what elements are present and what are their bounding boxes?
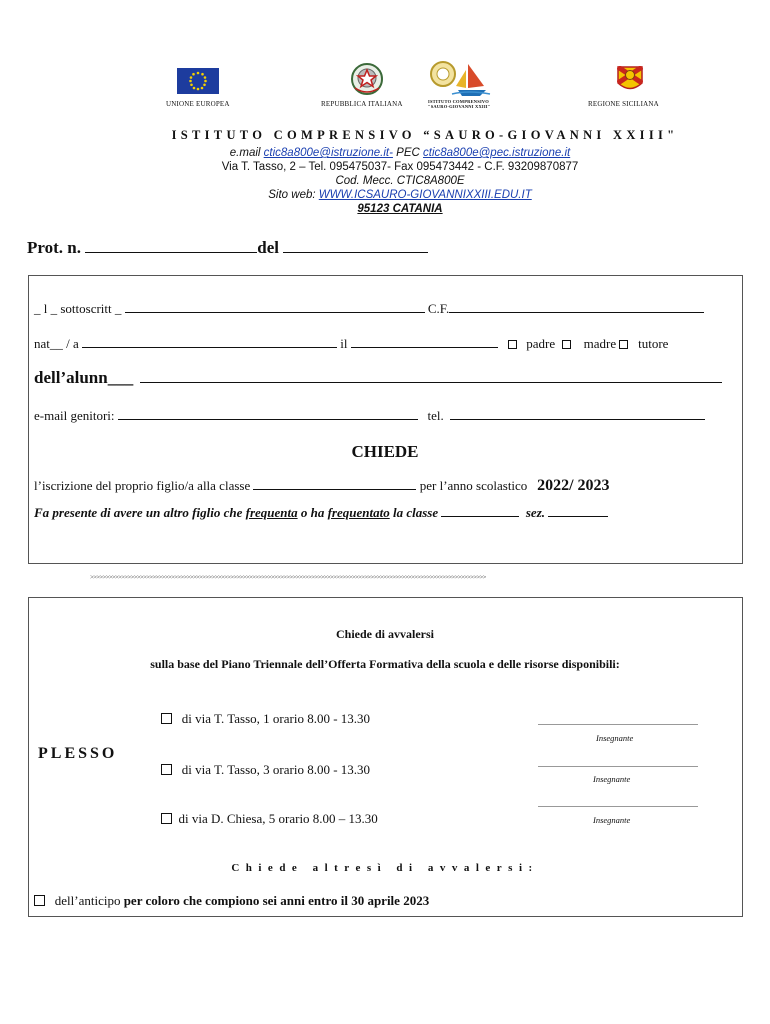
row-fratello (34, 505, 608, 521)
anticipo-condition: per coloro che compiono sei anni entro il 30 aprile 2023 (123, 893, 430, 908)
insegnante-label-3: Insegnante (593, 815, 631, 825)
class-field[interactable] (253, 478, 416, 490)
fa-presente-label: Fa presente di avere un altro figlio che (34, 505, 246, 520)
row-alunno (34, 368, 722, 388)
plesso-option-3[interactable] (161, 811, 378, 827)
insegnante-label-2: Insegnante (593, 774, 631, 784)
pec-prefix: PEC (392, 147, 423, 159)
il-label: il (340, 336, 348, 351)
plesso-3-label: di via D. Chiesa, 5 orario 8.00 – 13.30 (178, 811, 378, 826)
school-logo-caption: ISTITUTO COMPRENSIVO "SAURO-GIOVANNI XXIII" (428, 99, 491, 109)
italy-caption: REPUBBLICA ITALIANA (321, 100, 403, 108)
student-name-field[interactable] (140, 371, 722, 383)
del-label: del (257, 238, 279, 257)
alunno-label: dell’alunn___ (34, 368, 134, 387)
plesso-option-2[interactable] (161, 762, 370, 778)
iscrizione-label: l’iscrizione del proprio figlio/a alla classe (34, 478, 251, 493)
la-classe-label: la classe (389, 505, 439, 520)
frequentato-label: frequentato (327, 505, 390, 520)
sottoscritto-label: _ l _ sottoscritt _ (34, 301, 122, 316)
row-nascita (34, 336, 668, 352)
anticipo-option[interactable] (34, 893, 429, 909)
pec-link[interactable]: ctic8a800e@pec.istruzione.it (423, 147, 571, 159)
chiede-avvalersi-heading: Chiede di avvalersi (336, 627, 434, 641)
plesso-2-label: di via T. Tasso, 3 orario 8.00 - 13.30 (181, 762, 371, 777)
italian-emblem-logo (350, 62, 384, 96)
cf-field[interactable] (449, 301, 704, 313)
sibling-class-field[interactable] (441, 505, 519, 517)
tel-label: tel. (427, 408, 444, 423)
prot-label: Prot. n. (27, 238, 81, 257)
mecc-line: Cod. Mecc. CTIC8A800E (335, 175, 465, 187)
sicily-logo (617, 66, 643, 93)
parent-email-field[interactable] (118, 408, 418, 420)
school-year: 2022/ 2023 (537, 477, 610, 494)
email-prefix: e.mail (229, 147, 264, 159)
insegnante-label-1: Insegnante (596, 733, 634, 743)
separator: >>>>>>>>>>>>>>>>>>>>>>>>>>>>>>>>>>>>>>>>>>>>>>>>>>>>>>>>>>>>>>>>>>>>>>>>>>>>>>>>>>>>>>>>>>>>>>>>>>>>>>>>>>>>>>>>>>>>>>>>>>>>>>> (90, 574, 486, 581)
anticipo-label: dell’anticipo (54, 893, 124, 908)
tutore-checkbox[interactable] (619, 340, 628, 349)
city-line: 95123 CATANIA (357, 203, 443, 215)
padre-label: padre (526, 336, 556, 351)
website-link[interactable]: WWW.ICSAURO-GIOVANNIXXIII.EDU.IT (318, 189, 532, 201)
eu-flag-logo (177, 68, 219, 94)
contact-line (15, 146, 770, 161)
prot-date-field[interactable] (283, 238, 428, 253)
plesso-1-checkbox[interactable] (161, 713, 172, 724)
phone-field[interactable] (450, 408, 705, 420)
sulla-base-text: sulla base del Piano Triennale dell’Offerta Formativa della scuola e delle risorse disponibili: (150, 657, 620, 671)
insegnante-signature-line-1[interactable] (538, 724, 698, 725)
email-link[interactable]: ctic8a800e@istruzione.it- (263, 147, 393, 159)
plesso-option-1[interactable] (161, 711, 370, 727)
insegnante-signature-line-2[interactable] (538, 766, 698, 767)
sez-label: sez. (525, 505, 545, 520)
row-email (34, 408, 705, 424)
school-name: ISTITUTO COMPRENSIVO “SAURO-GIOVANNI XXIII" (171, 128, 679, 142)
per-anno-label: per l’anno scolastico (419, 478, 528, 493)
o-ha-label: o ha (297, 505, 328, 520)
eu-caption: UNIONE EUROPEA (166, 100, 230, 108)
sicily-caption: REGIONE SICILIANA (588, 100, 659, 108)
chiede-heading: CHIEDE (351, 442, 419, 461)
padre-checkbox[interactable] (508, 340, 517, 349)
plesso-1-label: di via T. Tasso, 1 orario 8.00 - 13.30 (181, 711, 371, 726)
address-line: Via T. Tasso, 2 – Tel. 095475037- Fax 095473442 - C.F. 93209870877 (221, 161, 579, 173)
birthdate-field[interactable] (351, 336, 498, 348)
tutore-label: tutore (638, 336, 669, 351)
birthplace-field[interactable] (82, 336, 337, 348)
madre-label: madre (583, 336, 617, 351)
plesso-3-checkbox[interactable] (161, 813, 172, 824)
sibling-section-field[interactable] (548, 505, 608, 517)
frequenta-label: frequenta (245, 505, 298, 520)
cf-label: C.F. (427, 301, 450, 316)
plesso-label: PLESSO (38, 745, 118, 762)
row-sottoscritto (34, 301, 704, 317)
insegnante-signature-line-3[interactable] (538, 806, 698, 807)
prot-number-field[interactable] (85, 238, 257, 253)
name-field[interactable] (125, 301, 425, 313)
prot-line (27, 238, 428, 258)
anticipo-checkbox[interactable] (34, 895, 45, 906)
madre-checkbox[interactable] (562, 340, 571, 349)
web-prefix: Sito web: (268, 189, 319, 201)
chiede-altresi-heading: Chiede altresì di avvalersi: (231, 862, 539, 874)
nat-label: nat__ / a (34, 336, 79, 351)
plesso-2-checkbox[interactable] (161, 764, 172, 775)
row-iscrizione (34, 477, 610, 495)
web-line (15, 188, 770, 203)
email-genitori-label: e-mail genitori: (34, 408, 115, 423)
school-logo (428, 58, 494, 98)
